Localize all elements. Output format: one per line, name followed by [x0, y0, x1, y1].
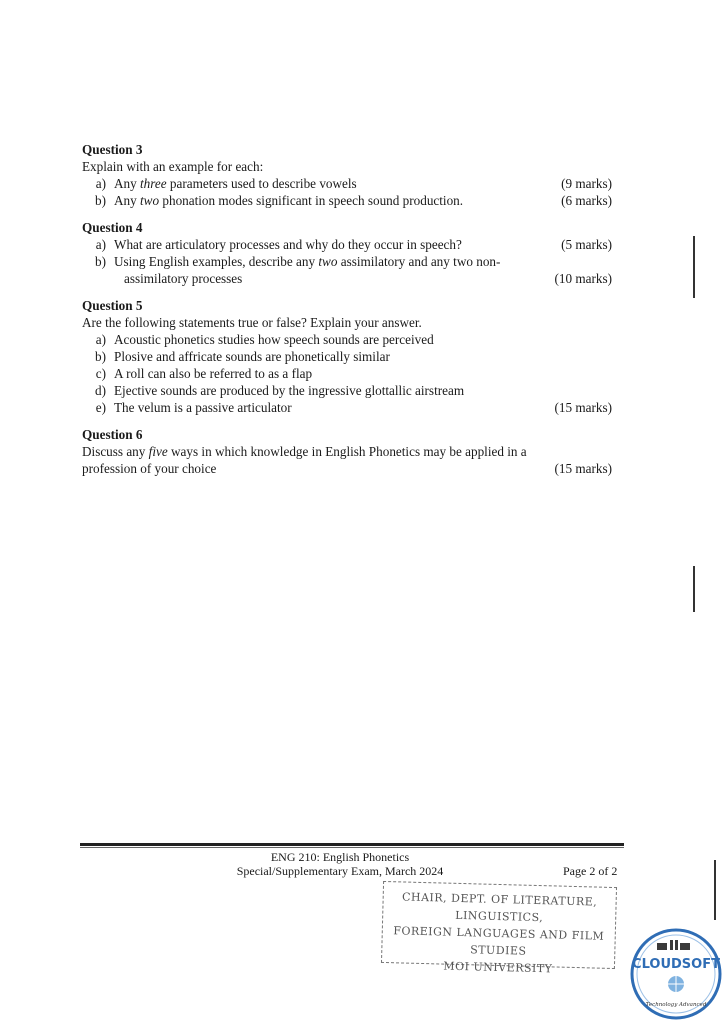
footer-divider	[80, 843, 624, 846]
question-6	[82, 426, 612, 477]
scan-edge-mark	[714, 860, 716, 920]
question-title: Question 3	[82, 142, 143, 157]
marks: (5 marks)	[561, 237, 612, 252]
stamp-line: CHAIR, DEPT. OF LITERATURE, LINGUISTICS,	[401, 890, 598, 925]
question-title: Question 5	[82, 298, 143, 313]
cloudsoft-logo-icon	[630, 928, 722, 1020]
footer-exam: Special/Supplementary Exam, March 2024	[236, 864, 444, 878]
question-item-continued: assimilatory processes (10 marks)	[124, 271, 612, 286]
department-stamp	[381, 881, 617, 976]
question-item: d) Ejective sounds are produced by the ingressive glottallic airstream	[95, 383, 465, 398]
question-intro: Are the following statements true or false? Explain your answer.	[82, 315, 422, 330]
marks: (6 marks)	[561, 193, 612, 208]
question-title: Question 6	[82, 427, 143, 442]
question-intro: Explain with an example for each:	[82, 159, 264, 174]
footer-course: ENG 210: English Phonetics	[270, 850, 410, 864]
question-item: a) What are articulatory processes and why do they occur in speech? (5 marks)	[95, 237, 612, 252]
question-item: b) Any two phonation modes significant in speech sound production. (6 marks)	[95, 193, 612, 208]
scan-edge-mark	[693, 566, 695, 612]
question-item: a) Any three parameters used to describe vowels (9 marks)	[95, 176, 612, 191]
question-item: c) A roll can also be referred to as a flap	[95, 366, 313, 381]
marks: (15 marks)	[554, 461, 612, 476]
scan-edge-mark	[693, 236, 695, 298]
question-item: e) The velum is a passive articulator (15 marks)	[95, 400, 612, 415]
question-item: b) Plosive and affricate sounds are phonetically similar	[95, 349, 390, 364]
question-title: Question 4	[82, 220, 143, 235]
footer-divider-thin	[80, 847, 624, 848]
question-intro: Discuss any five ways in which knowledge in English Phonetics may be applied in a	[82, 444, 527, 459]
marks: (15 marks)	[554, 400, 612, 415]
question-item: a) Acoustic phonetics studies how speech sounds are perceived	[95, 332, 434, 347]
stamp-line: MOI UNIVERSITY	[443, 959, 553, 976]
logo-tagline: Technology Advanced	[645, 1002, 707, 1008]
stamp-line: FOREIGN LANGUAGES AND FILM STUDIES	[393, 924, 605, 958]
marks: (10 marks)	[554, 271, 612, 286]
marks: (9 marks)	[561, 176, 612, 191]
question-3	[82, 141, 612, 209]
question-4	[82, 219, 612, 287]
footer-page-number: Page 2 of 2	[563, 864, 618, 878]
exam-body	[82, 141, 612, 487]
question-item: b) Using English examples, describe any two assimilatory and any two non-	[95, 254, 501, 269]
question-intro-continued: profession of your choice (15 marks)	[82, 461, 612, 476]
logo-brand: CLOUDSOFT	[632, 957, 720, 972]
question-5	[82, 297, 612, 416]
